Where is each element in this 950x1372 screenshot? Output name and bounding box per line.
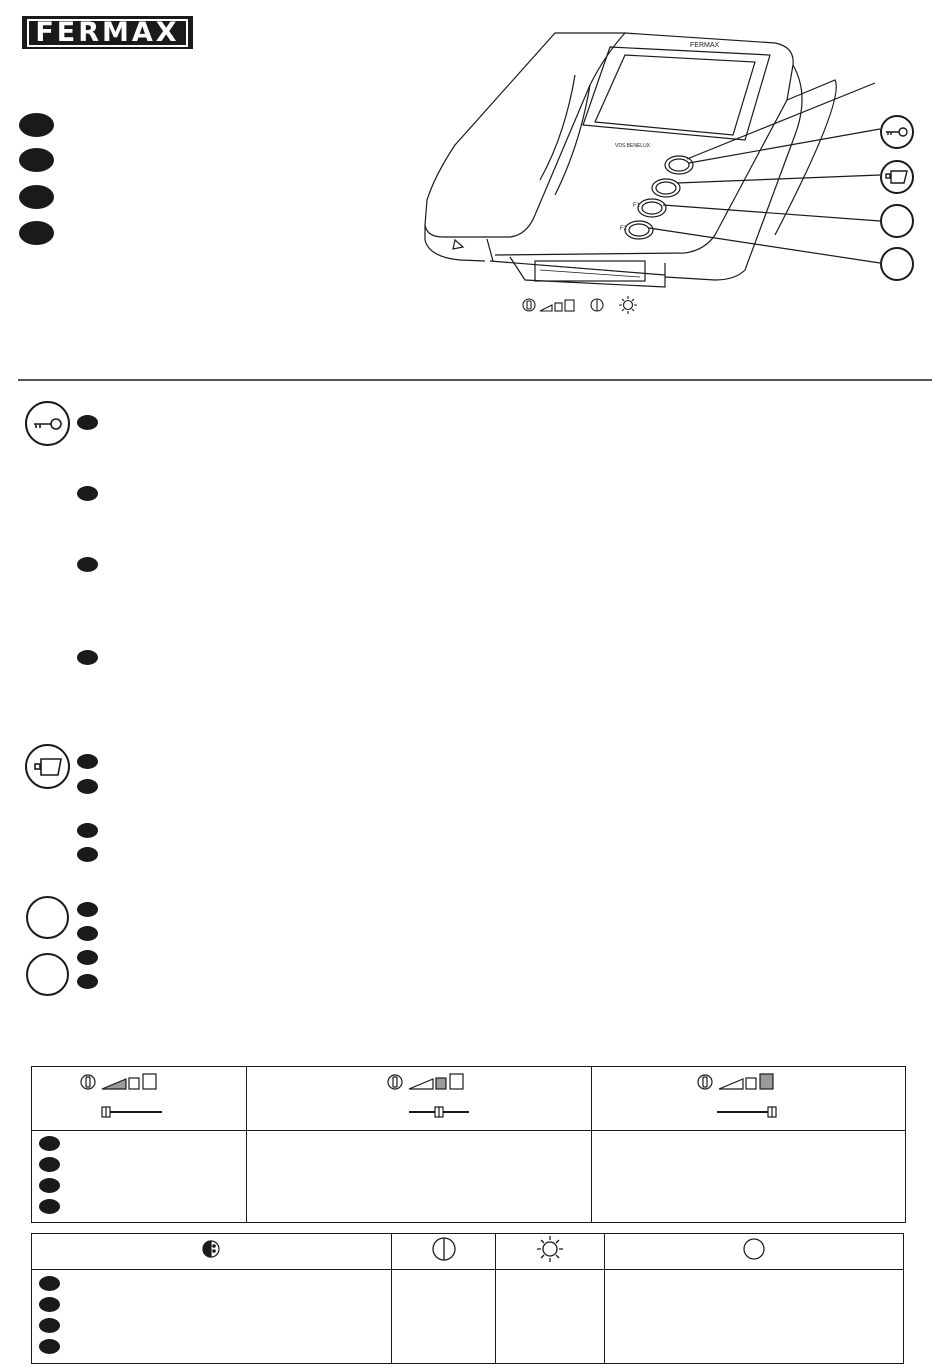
volume-low-cell — [32, 1131, 247, 1223]
blank-button-header — [605, 1234, 904, 1270]
language-marker — [39, 1136, 60, 1151]
blank-button-cell — [605, 1270, 904, 1364]
language-marker — [77, 779, 98, 794]
blank-circle-icon — [742, 1237, 766, 1261]
color-header — [32, 1234, 392, 1270]
language-marker — [19, 113, 54, 137]
volume-medium-header — [247, 1067, 592, 1131]
language-marker — [77, 974, 98, 989]
monitor-brand: FERMAX — [690, 42, 720, 49]
f2-label: F2 — [620, 226, 628, 232]
brightness-header — [496, 1234, 605, 1270]
volume-high-header — [592, 1067, 906, 1131]
language-marker — [77, 754, 98, 769]
section-divider — [18, 379, 932, 381]
language-marker — [77, 557, 98, 572]
f1-button-callout — [880, 204, 914, 238]
language-marker — [77, 847, 98, 862]
color-icon — [201, 1239, 221, 1259]
language-marker — [39, 1276, 60, 1291]
language-marker — [39, 1297, 60, 1312]
key-icon — [884, 125, 910, 139]
language-marker — [19, 221, 54, 245]
language-marker — [19, 185, 54, 209]
volume-medium-icon — [247, 1067, 591, 1125]
volume-high-icon — [592, 1067, 905, 1125]
contrast-cell — [391, 1270, 496, 1364]
f2-button-icon — [26, 953, 69, 996]
camera-button-callout — [880, 160, 914, 194]
control-icons-row — [520, 294, 645, 316]
language-marker — [39, 1199, 60, 1214]
language-marker — [77, 902, 98, 917]
f2-button-callout — [880, 247, 914, 281]
brightness-cell — [496, 1270, 605, 1364]
language-marker — [39, 1318, 60, 1333]
language-marker — [39, 1178, 60, 1193]
camera-icon — [885, 169, 909, 185]
volume-high-cell — [592, 1131, 906, 1223]
language-marker — [77, 950, 98, 965]
f1-label: F1 — [633, 203, 641, 209]
language-marker — [77, 415, 98, 430]
color-cell — [32, 1270, 392, 1364]
contrast-icon — [431, 1236, 457, 1262]
key-button-icon — [25, 401, 70, 446]
sun-icon — [535, 1234, 565, 1264]
image-controls-table — [31, 1233, 904, 1364]
language-marker — [39, 1339, 60, 1354]
language-marker — [77, 823, 98, 838]
language-marker — [77, 650, 98, 665]
volume-table — [31, 1066, 906, 1223]
language-marker — [77, 926, 98, 941]
language-marker — [39, 1157, 60, 1172]
camera-icon — [33, 757, 63, 777]
volume-low-icon — [32, 1067, 246, 1125]
contrast-header — [391, 1234, 496, 1270]
f1-button-icon — [26, 896, 69, 939]
fermax-logo: FERMAX — [22, 16, 193, 49]
camera-button-icon — [25, 744, 70, 789]
monitor-illustration — [415, 25, 935, 325]
key-icon — [32, 416, 64, 432]
door-release-button-callout — [880, 115, 914, 149]
language-marker — [77, 486, 98, 501]
volume-low-header — [32, 1067, 247, 1131]
monitor-model: VDS BENELUX — [615, 143, 651, 149]
language-marker — [19, 148, 54, 172]
volume-medium-cell — [247, 1131, 592, 1223]
